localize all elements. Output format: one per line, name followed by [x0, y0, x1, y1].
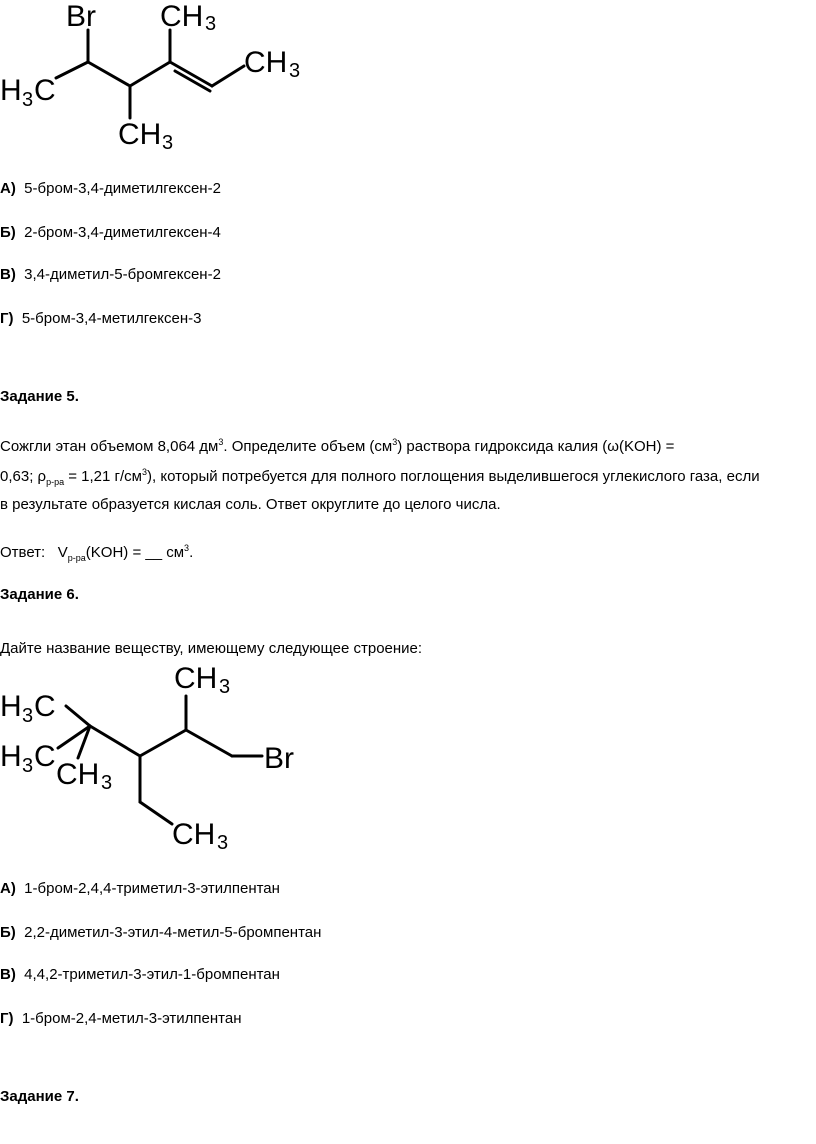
br-label: Br [264, 742, 294, 775]
option-d[interactable] [0, 310, 201, 328]
subscript-3: 3 [289, 60, 301, 82]
option-text: 3,4-диметил-5-бромгексен-2 [24, 266, 221, 283]
option-c[interactable] [0, 266, 221, 284]
option-b[interactable] [0, 924, 321, 942]
subscript-3: 3 [205, 13, 217, 35]
ch3-label: CH [56, 758, 100, 791]
task-text-line: Сожгли этан объемом 8,064 $дм^3$. Определите объем $(см^3)$ раствора гидроксида калия (ω(KOH) = [0, 437, 675, 455]
task-title: Задание 7. [0, 1088, 79, 1105]
subscript-3: 3 [22, 755, 34, 777]
subscript-3: 3 [22, 705, 34, 727]
task-title: Задание 5. [0, 388, 79, 405]
task-title: Задание 6. [0, 586, 79, 603]
task-text-line: в результате образуется кислая соль. Ответ округлите до целого числа. [0, 496, 501, 513]
h3c-label: H [0, 74, 22, 107]
option-letter: В) [0, 966, 16, 983]
option-letter: Г) [0, 310, 14, 327]
subscript-3: 3 [219, 676, 231, 698]
option-text: 5-бром-3,4-диметилгексен-2 [24, 180, 221, 197]
ch3-label: CH [160, 0, 204, 33]
subscript-3: 3 [162, 132, 174, 154]
option-a[interactable] [0, 880, 280, 898]
ch3-label: CH [172, 818, 216, 851]
subscript-3: 3 [101, 772, 113, 794]
option-letter: Г) [0, 1010, 14, 1027]
option-text: 2-бром-3,4-диметилгексен-4 [24, 224, 221, 241]
task-prompt: Дайте название веществу, имеющему следующее строение: [0, 640, 423, 657]
option-d[interactable] [0, 1010, 242, 1028]
option-letter: Б) [0, 224, 16, 241]
h3c-label: C [34, 690, 56, 723]
answer-line: Ответ: $V_{р-ра}(KOH)$ = __ $см^3$. [0, 543, 194, 563]
task-text-line: 0,63; $\rho_{р-ра} = 1,21$ $г/см^3$), который потребуется для полного поглощения выделившегося углекислого газа, если [0, 467, 760, 487]
h3c-label: H [0, 740, 22, 773]
option-letter: В) [0, 266, 16, 283]
option-text: 1-бром-2,4,4-триметил-3-этилпентан [24, 880, 280, 897]
option-b[interactable] [0, 224, 221, 242]
h3c-label: C [34, 74, 56, 107]
option-text: 5-бром-3,4-метилгексен-3 [21, 310, 202, 327]
subscript-3: 3 [217, 832, 229, 854]
option-text: 4,4,2-триметил-3-этил-1-бромпентан [24, 966, 280, 983]
h3c-label: H [0, 690, 22, 723]
option-c[interactable] [0, 966, 280, 984]
ch3-label: CH [174, 662, 218, 695]
structure-diagram-2 [0, 658, 320, 858]
option-text: 2,2-диметил-3-этил-4-метил-5-бромпентан [24, 924, 322, 941]
option-text: 1-бром-2,4-метил-3-этилпентан [21, 1010, 242, 1027]
option-a[interactable] [0, 180, 221, 198]
ch3-label: CH [244, 46, 288, 79]
structure-diagram-1 [0, 0, 320, 160]
option-letter: А) [0, 180, 16, 197]
h3c-label: C [34, 740, 56, 773]
subscript-3: 3 [22, 89, 34, 111]
ch3-label: CH [118, 118, 162, 151]
option-letter: А) [0, 880, 16, 897]
br-label: Br [66, 0, 96, 33]
option-letter: Б) [0, 924, 16, 941]
